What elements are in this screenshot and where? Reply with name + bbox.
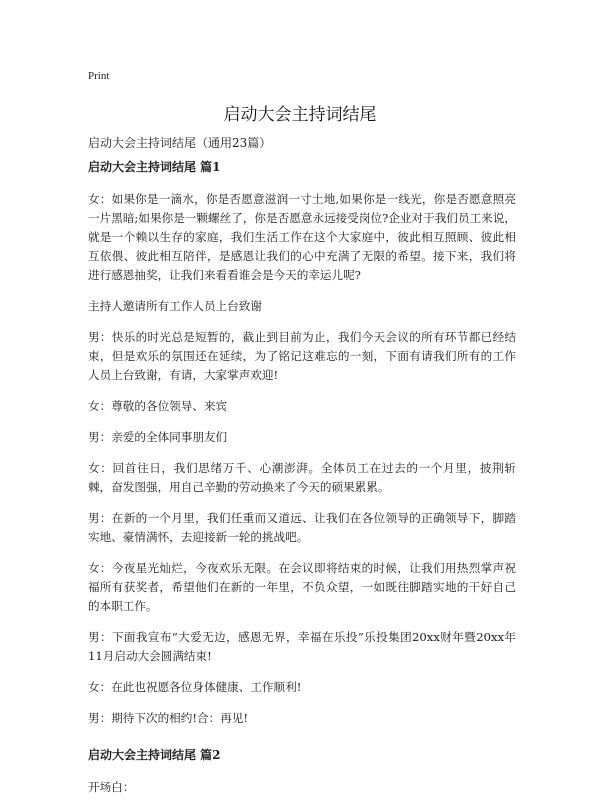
paragraph: 女：如果你是一滴水，你是否愿意滋润一寸土地,如果你是一线光，你是否愿意照亮一片黑暗;如果你是一颗螺丝了，你是否愿意永远接受岗位?企业对于我们员工来说，就是一个赖以生存的家庭，我们生活工作在这个大家庭中，彼此相互照顾、彼此相互依偎、彼此相互陪伴，是感恩让我们的心中充满了无限的希望。接下来，我们将进行感恩抽奖，让我们来看看谁会是今天的幸运儿呢? <box>88 192 516 282</box>
paragraph: 男：快乐的时光总是短暂的，截止到目前为止，我们今天会议的所有环节都已经结束，但是欢乐的氛围还在延续，为了铭记这难忘的一刻，下面有请我们所有的工作人员上台致谢，有请，大家掌声欢迎! <box>88 330 516 382</box>
paragraph: 男：亲爱的全体同事朋友们 <box>88 430 228 444</box>
paragraph: 主持人邀请所有工作人员上台致谢 <box>88 299 262 313</box>
section-1 <box>88 158 516 728</box>
paragraph: 女：今夜星光灿烂，今夜欢乐无限。在会议即将结束的时候，让我们用热烈掌声祝福所有获奖者，希望他们在新的一年里，不负众望，一如既往脚踏实地的干好自己的本职工作。 <box>88 561 516 613</box>
paragraph: 女：在此也祝愿各位身体健康、工作顺利! <box>88 680 302 694</box>
paragraph: 男：期待下次的相约!合：再见! <box>88 711 249 725</box>
document-body <box>88 158 516 809</box>
paragraph: 开场白： <box>88 780 135 794</box>
document-title: 启动大会主持词结尾 <box>223 105 377 125</box>
section-heading: 启动大会主持词结尾 篇2 <box>88 748 221 762</box>
section-heading: 启动大会主持词结尾 篇1 <box>88 160 221 174</box>
paragraph: 男：在新的一个月里，我们任重而又道远、让我们在各位领导的正确领导下，脚踏实地、豪情满怀，去迎接新一轮的挑战吧。 <box>88 511 516 544</box>
print-link[interactable]: Print <box>88 70 110 82</box>
document-subtitle: 启动大会主持词结尾（通用23篇） <box>88 136 272 150</box>
paragraph: 女：尊敬的各位领导、来宾 <box>88 399 228 413</box>
paragraph: 男：下面我宣布“大爱无边，感恩无界，幸福在乐投”乐投集团20xx财年暨20xx年11月启动大会圆满结束! <box>88 630 516 663</box>
section-2 <box>88 746 516 797</box>
paragraph: 女：回首往日，我们思绪万千、心潮澎湃。全体员工在过去的一个月里，披荆斩棘，奋发图强，用自己辛勤的劳动换来了今天的硕果累累。 <box>88 461 516 494</box>
